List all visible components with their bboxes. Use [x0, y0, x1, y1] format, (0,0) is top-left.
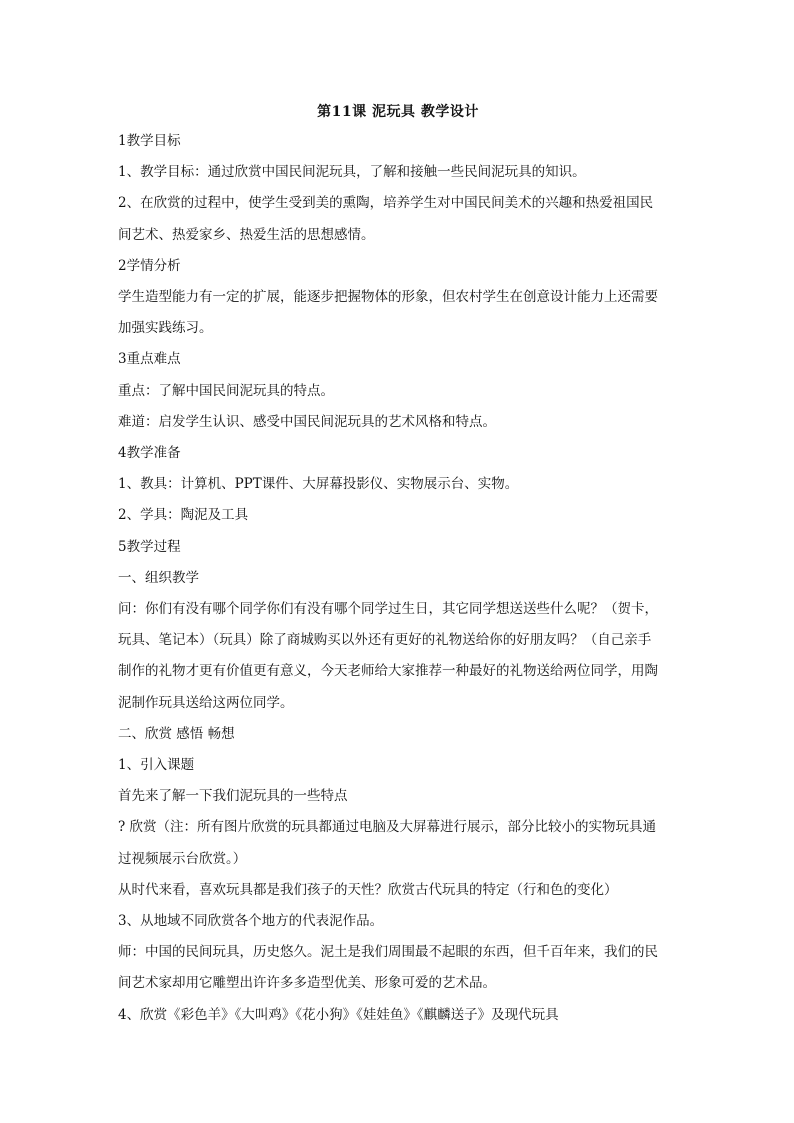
paragraph-line: 问：你们有没有哪个同学你们有没有哪个同学过生日，其它同学想送送些什么呢？（贺卡，: [118, 601, 658, 618]
paragraph-line: 泥制作玩具送给这两位同学。: [118, 694, 294, 711]
subsection-heading: 一、组织教学: [118, 569, 199, 586]
paragraph-line: 师：中国的民间玩具，历史悠久。泥土是我们周围最不起眼的东西，但千百年来，我们的民: [118, 944, 658, 961]
paragraph-line: 间艺术家却用它雕塑出许许多多造型优美、形象可爱的艺术品。: [118, 975, 496, 992]
section-heading-process: 5教学过程: [118, 538, 181, 555]
document-title: 第11课 泥玩具 教学设计: [317, 104, 479, 120]
paragraph-line: 间艺术、热爱家乡、热爱生活的思想感情。: [118, 226, 375, 243]
paragraph-line: 过视频展示台欣赏。）: [118, 850, 247, 867]
paragraph-line: 从时代来看，喜欢玩具都是我们孩子的天性？欣赏古代玩具的特定（行和色的变化）: [118, 881, 618, 898]
paragraph-line: 制作的礼物才更有价值更有意义，今天老师给大家推荐一种最好的礼物送给两位同学，用陶: [118, 663, 658, 680]
paragraph-line: 加强实践练习。: [118, 320, 213, 337]
section-heading-preparation: 4教学准备: [118, 445, 181, 462]
section-heading-analysis: 2学情分析: [118, 257, 181, 274]
paragraph-line: 学生造型能力有一定的扩展，能逐步把握物体的形象，但农村学生在创意设计能力上还需要: [118, 289, 658, 306]
paragraph-line: 1、引入课题: [118, 757, 195, 774]
subsection-heading: 二、欣赏 感悟 畅想: [118, 725, 235, 742]
section-heading-objectives: 1教学目标: [118, 133, 181, 149]
paragraph-line: 4、欣赏《彩色羊》《大叫鸡》《花小狗》《娃娃鱼》《麒麟送子》及现代玩具: [118, 1006, 559, 1023]
paragraph-line: 难道：启发学生认识、感受中国民间泥玩具的艺术风格和特点。: [118, 413, 496, 430]
document-body: [118, 100, 678, 1031]
paragraph-line: 1、教具：计算机、PPT课件、大屏幕投影仪、实物展示台、实物。: [118, 476, 519, 493]
paragraph-line: 首先来了解一下我们泥玩具的一些特点: [118, 788, 348, 805]
paragraph-line: 2、在欣赏的过程中，使学生受到美的熏陶，培养学生对中国民间美术的兴趣和热爱祖国民: [118, 195, 654, 212]
paragraph-line: 重点：了解中国民间泥玩具的特点。: [118, 382, 334, 399]
paragraph-line: 玩具、笔记本）（玩具）除了商城购买以外还有更好的礼物送给你的好朋友吗？（自己亲手: [118, 632, 652, 649]
paragraph-line: ? 欣赏（注：所有图片欣赏的玩具都通过电脑及大屏幕进行展示，部分比较小的实物玩具通: [118, 819, 657, 836]
paragraph-line: 1、教学目标：通过欣赏中国民间泥玩具，了解和接触一些民间泥玩具的知识。: [118, 164, 586, 181]
paragraph-line: 2、学具：陶泥及工具: [118, 507, 249, 524]
paragraph-line: 3、从地域不同欣赏各个地方的代表泥作品。: [118, 913, 384, 930]
section-heading-key-points: 3重点难点: [118, 351, 181, 368]
